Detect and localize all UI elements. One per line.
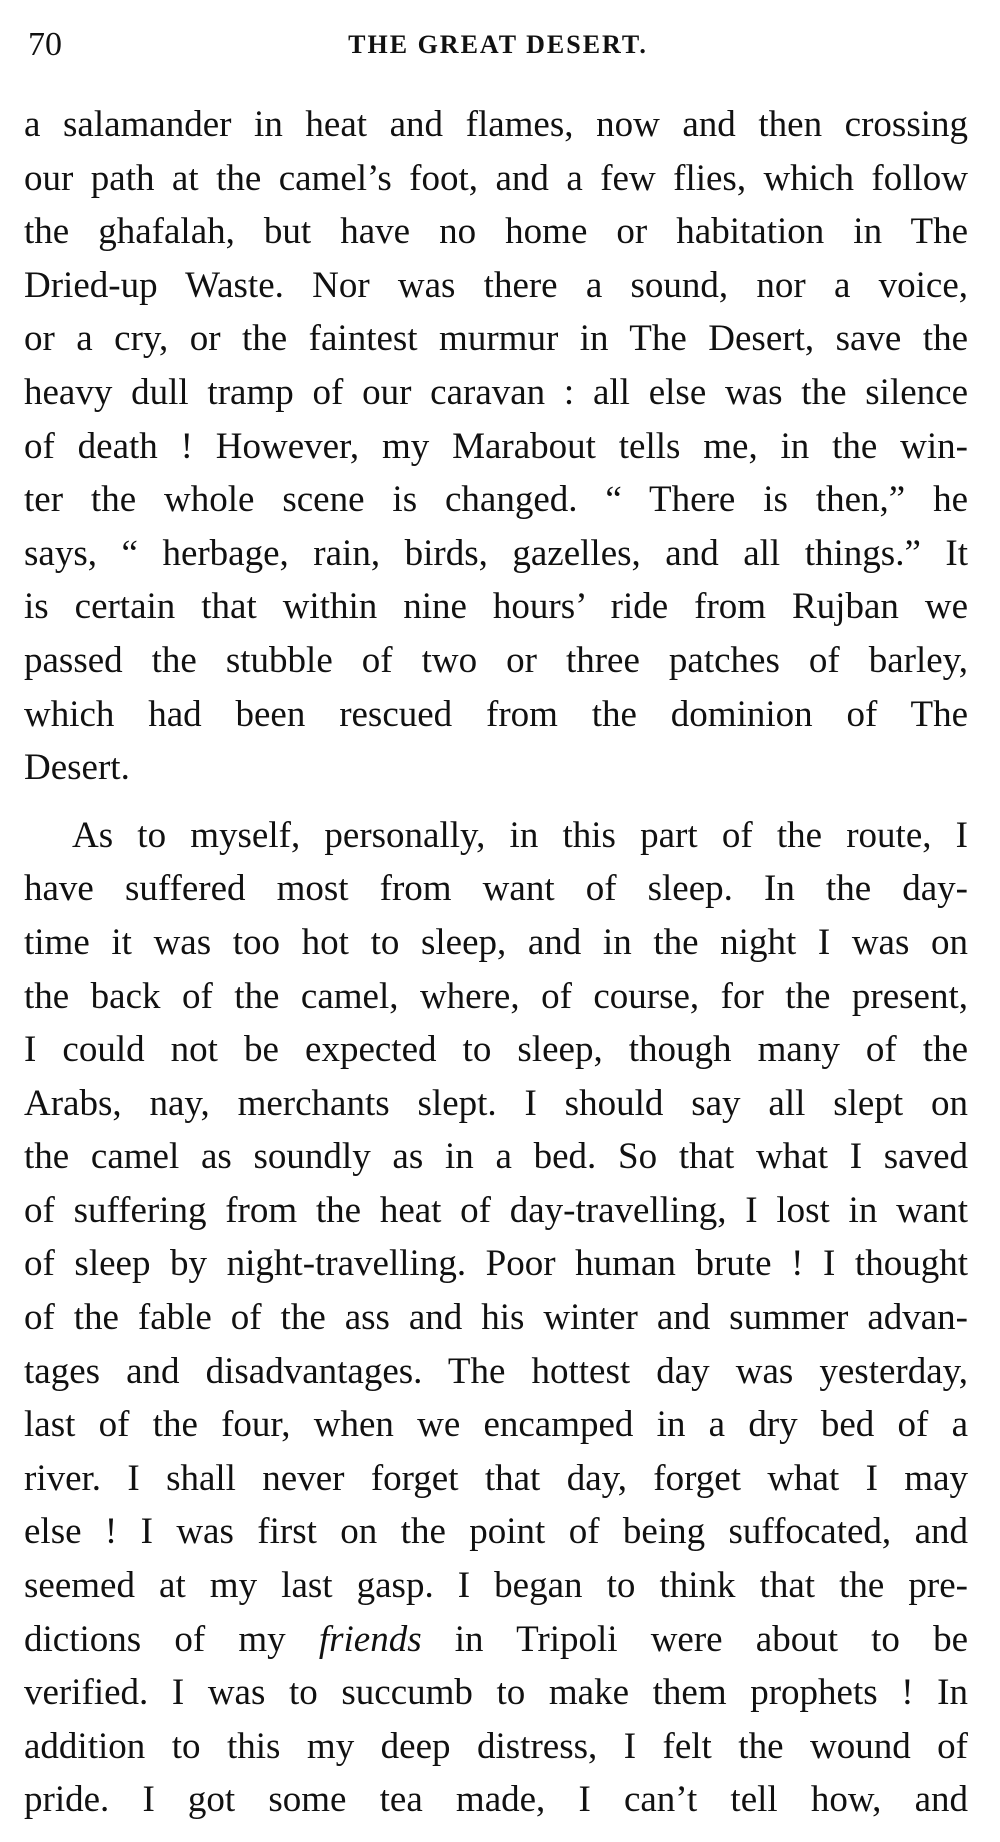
text-line: tages and disadvantages. The hottest day was yesterday, (24, 1350, 968, 1392)
text-line: is certain that within nine hours’ ride from Rujban we (24, 586, 968, 628)
paragraph-2 (24, 809, 968, 1827)
text-segment: in Tripoli were about to be (454, 1618, 969, 1660)
text-line: says, “ herbage, rain, birds, gazelles, and all things.” It (24, 532, 968, 574)
text-line: of the fable of the ass and his winter and summer advan- (24, 1297, 968, 1339)
text-line: of death ! However, my Marabout tells me, in the win- (24, 425, 968, 467)
text-line: river. I shall never forget that day, forget what I may (24, 1457, 968, 1499)
text-line: our path at the camel’s foot, and a few flies, which follow (24, 157, 968, 199)
text-line-with-italic (24, 1613, 968, 1667)
text-line: the ghafalah, but have no home or habitation in The (24, 211, 968, 253)
text-line: verified. I was to succumb to make them prophets ! In (24, 1672, 968, 1714)
text-line: the camel as soundly as in a bed. So that what I saved (24, 1136, 968, 1178)
text-line: of sleep by night-travelling. Poor human brute ! I thought (24, 1243, 968, 1285)
text-line: passed the stubble of two or three patches of barley, (24, 639, 968, 681)
paragraph-1 (24, 98, 968, 795)
text-line: addition to this my deep distress, I felt the wound of (24, 1725, 968, 1767)
running-head: THE GREAT DESERT. (348, 30, 648, 59)
text-line: time it was too hot to sleep, and in the night I was on (24, 921, 968, 963)
text-line: a salamander in heat and flames, now and then crossing (24, 104, 968, 145)
italic-word: friends (318, 1618, 422, 1660)
text-line: pride. I got some tea made, I can’t tell how, and (24, 1779, 968, 1821)
text-line: heavy dull tramp of our caravan : all else was the silence (24, 371, 968, 413)
text-segment: dictions of my (24, 1618, 286, 1660)
text-line: last of the four, when we encamped in a dry bed of a (24, 1404, 968, 1446)
text-line: which had been rescued from the dominion of The (24, 693, 968, 735)
text-line: have suffered most from want of sleep. In the day- (24, 868, 968, 910)
text-line: Desert. (24, 747, 130, 789)
text-line: I could not be expected to sleep, though many of the (24, 1029, 968, 1071)
text-line: ter the whole scene is changed. “ There is then,” he (24, 479, 968, 521)
page-header (28, 20, 968, 70)
text-line: seemed at my last gasp. I began to think that the pre- (24, 1565, 968, 1607)
text-line: else ! I was first on the point of being suffocated, and (24, 1511, 968, 1553)
body-text (24, 98, 968, 1827)
page-number: 70 (28, 26, 62, 63)
text-line: of suffering from the heat of day-travelling, I lost in want (24, 1189, 968, 1231)
text-line: As to myself, personally, in this part of the route, I (72, 814, 968, 856)
text-line: Arabs, nay, merchants slept. I should say all slept on (24, 1082, 968, 1124)
text-line: Dried-up Waste. Nor was there a sound, nor a voice, (24, 264, 968, 306)
text-line: the back of the camel, where, of course, for the present, (24, 975, 968, 1017)
paragraph-gap (24, 795, 968, 809)
text-line: or a cry, or the faintest murmur in The Desert, save the (24, 318, 968, 360)
